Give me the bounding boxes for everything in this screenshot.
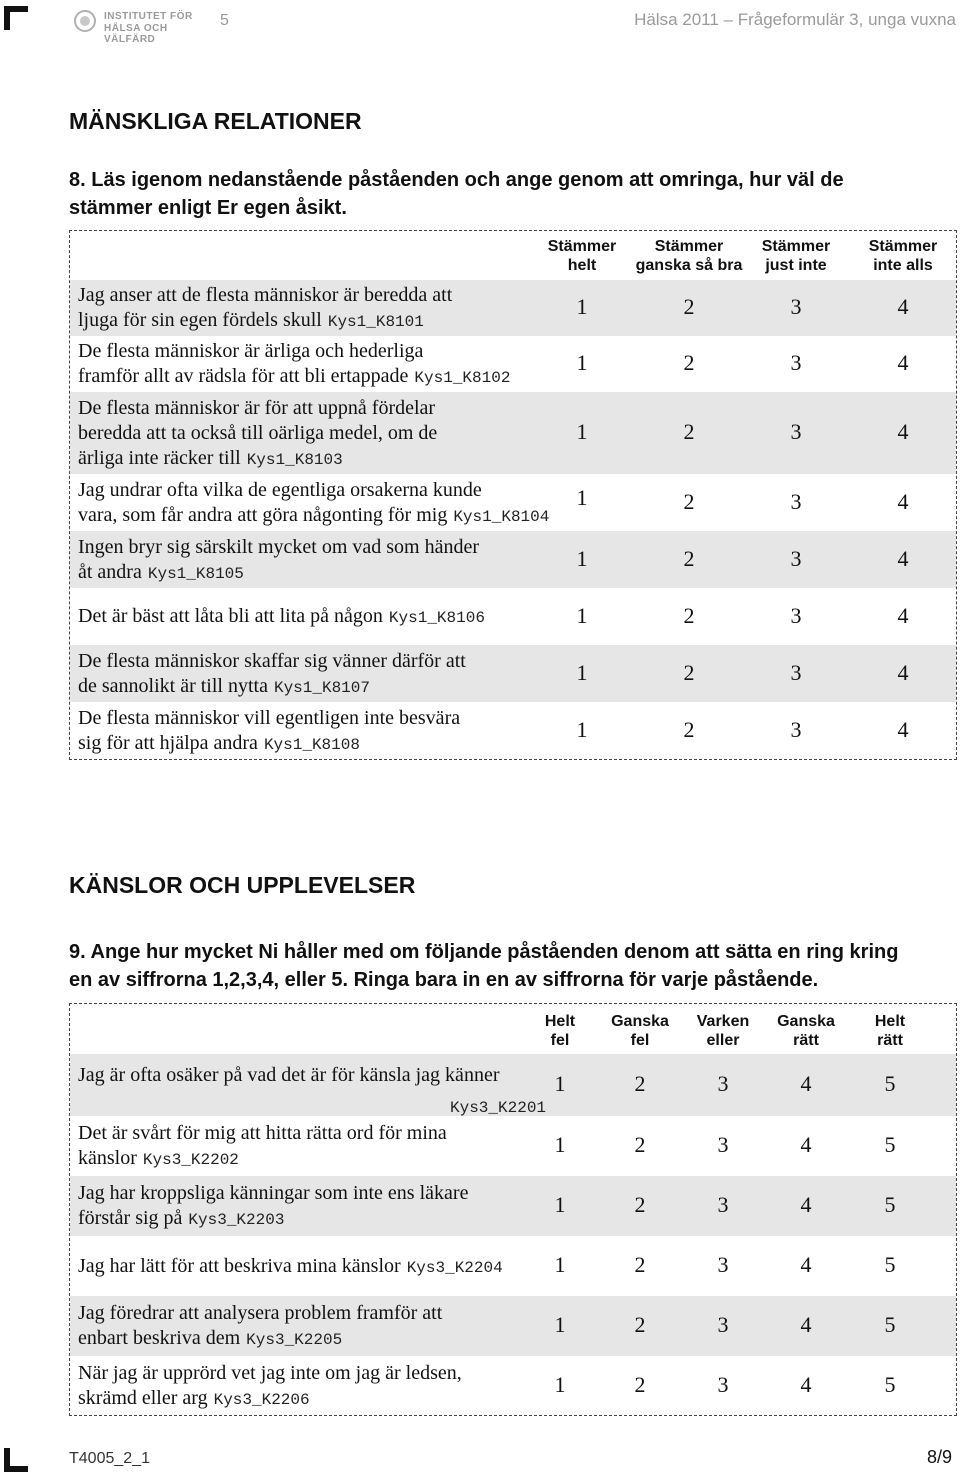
statement-line: framför allt av rädsla för att bli ertappade	[78, 365, 409, 387]
column-header	[761, 1012, 851, 1050]
statement-text	[78, 604, 485, 631]
statement-text	[78, 339, 510, 391]
statement-row	[70, 1356, 956, 1416]
answer-option-2[interactable]: 2	[683, 350, 695, 375]
answer-option-5[interactable]: 5	[884, 1252, 896, 1277]
answer-option-5[interactable]: 5	[884, 1071, 896, 1096]
statement-line: Jag är ofta osäker på vad det är för känsla jag känner	[78, 1064, 500, 1086]
answer-option-4[interactable]: 4	[897, 717, 909, 742]
column-header	[678, 1012, 768, 1050]
statement-row	[70, 1296, 956, 1356]
column-header	[845, 1012, 935, 1050]
statement-line: Jag undrar ofta vilka de egentliga orsakerna kunde	[78, 479, 482, 501]
section-title: KÄNSLOR OCH UPPLEVELSER	[69, 872, 416, 898]
column-header	[595, 1012, 685, 1050]
answer-option-4[interactable]: 4	[897, 350, 909, 375]
answer-option-2[interactable]: 2	[683, 717, 695, 742]
answer-option-4[interactable]: 4	[897, 603, 909, 628]
statement-text	[78, 535, 479, 587]
statement-line: Det är svårt för mig att hitta rätta ord för mina	[78, 1122, 447, 1144]
statement-line: Det är bäst att låta bli att lita på någon	[78, 605, 383, 627]
statement-line: enbart beskriva dem	[78, 1327, 241, 1349]
statement-text	[78, 1063, 499, 1088]
statement-text	[78, 1361, 462, 1413]
answer-option-3[interactable]: 3	[717, 1252, 729, 1277]
answer-option-3[interactable]: 3	[790, 294, 802, 319]
answer-option-4[interactable]: 4	[800, 1132, 812, 1157]
answer-option-5[interactable]: 5	[884, 1372, 896, 1397]
statement-text	[78, 1301, 442, 1353]
answer-option-4[interactable]: 4	[800, 1372, 812, 1397]
answer-option-2[interactable]: 2	[683, 294, 695, 319]
column-header-line1: Varken	[696, 1013, 750, 1030]
answer-option-1[interactable]: 1	[554, 1132, 566, 1157]
question-table-8	[69, 230, 957, 760]
variable-code: Kys1_K8103	[246, 451, 343, 469]
question-8	[69, 166, 957, 222]
logo-text-line2: HÄLSA OCH VÄLFÄRD	[104, 23, 168, 45]
column-header-line2: fel	[630, 1032, 650, 1049]
answer-option-1[interactable]: 1	[554, 1312, 566, 1337]
answer-option-4[interactable]: 4	[800, 1312, 812, 1337]
column-header-line1: Helt	[874, 1013, 906, 1030]
statement-line: ljuga för sin egen fördels skull	[78, 309, 322, 331]
column-header-line1: Stämmer	[654, 238, 724, 255]
answer-option-2[interactable]: 2	[683, 489, 695, 514]
answer-option-2[interactable]: 2	[634, 1312, 646, 1337]
statement-row	[70, 1176, 956, 1236]
answer-option-2[interactable]: 2	[683, 660, 695, 685]
answer-option-2[interactable]: 2	[634, 1372, 646, 1397]
answer-option-4[interactable]: 4	[800, 1192, 812, 1217]
statement-line: När jag är upprörd vet jag inte om jag är ledsen,	[78, 1362, 462, 1384]
answer-option-4[interactable]: 4	[897, 660, 909, 685]
answer-option-2[interactable]: 2	[683, 419, 695, 444]
answer-option-1[interactable]: 1	[554, 1071, 566, 1096]
statement-line: Ingen bryr sig särskilt mycket om vad som händer	[78, 536, 480, 558]
answer-option-2[interactable]: 2	[634, 1132, 646, 1157]
answer-option-3[interactable]: 3	[790, 717, 802, 742]
column-header-line2: rätt	[877, 1032, 903, 1049]
column-header-line1: Ganska	[777, 1013, 835, 1030]
variable-code: Kys1_K8108	[263, 736, 360, 754]
answer-option-3[interactable]: 3	[717, 1071, 729, 1096]
variable-code: Kys3_K2204	[406, 1259, 503, 1277]
section-title: MÄNSKLIGA RELATIONER	[69, 108, 362, 134]
variable-code: Kys1_K8105	[147, 565, 244, 583]
answer-option-1[interactable]: 1	[576, 485, 588, 510]
question-text-line2: stämmer enligt Er egen åsikt.	[69, 197, 347, 219]
statement-row	[70, 588, 956, 645]
answer-option-5[interactable]: 5	[884, 1312, 896, 1337]
answer-option-4[interactable]: 4	[897, 419, 909, 444]
answer-option-1[interactable]: 1	[576, 603, 588, 628]
statement-line: De flesta människor skaffar sig vänner därför att	[78, 650, 466, 672]
statement-line: sig för att hjälpa andra	[78, 732, 258, 754]
answer-option-3[interactable]: 3	[717, 1132, 729, 1157]
page-number: 8/9	[926, 1447, 952, 1467]
column-header-line2: inte alls	[873, 257, 933, 274]
variable-code: Kys1_K8102	[414, 369, 511, 387]
answer-option-3[interactable]: 3	[790, 660, 802, 685]
variable-code: Kys3_K2202	[142, 1151, 239, 1169]
answer-option-2[interactable]: 2	[634, 1192, 646, 1217]
statement-line: förstår sig på	[78, 1207, 183, 1229]
variable-code: Kys3_K2206	[213, 1391, 310, 1409]
statement-text	[78, 1254, 503, 1281]
answer-option-1[interactable]: 1	[576, 419, 588, 444]
variable-code: Kys1_K8106	[388, 609, 485, 627]
column-header-line1: Stämmer	[868, 238, 938, 255]
statement-row	[70, 392, 956, 474]
column-header-line2: eller	[706, 1032, 740, 1049]
column-header-line2: ganska så bra	[635, 257, 743, 274]
question-text-line1: 8. Läs igenom nedanstående påståenden och ange genom att omringa, hur väl de	[69, 169, 844, 191]
answer-option-4[interactable]: 4	[800, 1252, 812, 1277]
crop-mark-top-left	[4, 6, 28, 30]
statement-line: åt andra	[78, 561, 142, 583]
variable-code: Kys1_K8107	[273, 679, 370, 697]
statement-text	[78, 283, 452, 335]
statement-row	[70, 474, 956, 531]
variable-code: Kys1_K8104	[453, 508, 550, 526]
question-text-line1: 9. Ange hur mycket Ni håller med om följande påståenden denom att sätta en ring kring	[69, 941, 899, 963]
column-header-line1: Stämmer	[761, 238, 831, 255]
statement-text	[78, 649, 466, 701]
answer-option-3[interactable]: 3	[790, 603, 802, 628]
answer-option-3[interactable]: 3	[790, 419, 802, 444]
institute-logo	[74, 8, 214, 45]
logo-text-line1: INSTITUTET FÖR	[104, 11, 193, 22]
answer-option-3[interactable]: 3	[717, 1312, 729, 1337]
column-header-line1: Helt	[544, 1013, 576, 1030]
answer-option-2[interactable]: 2	[634, 1252, 646, 1277]
answer-option-5[interactable]: 5	[884, 1192, 896, 1217]
column-header-line1: Stämmer	[547, 238, 617, 255]
header-title: Hälsa 2011 – Frågeformulär 3, unga vuxna	[634, 10, 956, 29]
answer-option-1[interactable]: 1	[554, 1252, 566, 1277]
statement-line: beredda att ta också till oärliga medel, om de	[78, 422, 438, 444]
question-9	[69, 938, 957, 994]
column-header-line2: rätt	[793, 1032, 819, 1049]
statement-line: vara, som får andra att göra någonting för mig	[78, 504, 448, 526]
answer-option-3[interactable]: 3	[790, 350, 802, 375]
statement-line: ärliga inte räcker till	[78, 447, 241, 469]
statement-line: Jag har kroppsliga känningar som inte ens läkare	[78, 1182, 469, 1204]
header-page-number: 5	[220, 12, 229, 29]
logo-emblem-icon	[74, 10, 96, 32]
answer-option-4[interactable]: 4	[897, 489, 909, 514]
variable-code: Kys1_K8101	[327, 313, 424, 331]
statement-row	[70, 1116, 956, 1176]
statement-line: Jag har lätt för att beskriva mina känslor	[78, 1255, 401, 1277]
column-header-line2: fel	[550, 1032, 570, 1049]
statement-row	[70, 702, 956, 759]
statement-line: Jag anser att de flesta människor är beredda att	[78, 284, 453, 306]
column-header	[515, 1012, 605, 1050]
column-header-line2: helt	[567, 257, 597, 274]
answer-option-1[interactable]: 1	[576, 546, 588, 571]
answer-option-1[interactable]: 1	[576, 660, 588, 685]
answer-option-4[interactable]: 4	[897, 294, 909, 319]
answer-option-1[interactable]: 1	[576, 717, 588, 742]
variable-code: Kys3_K2203	[188, 1211, 285, 1229]
answer-option-4[interactable]: 4	[800, 1071, 812, 1096]
statement-line: De flesta människor vill egentligen inte besvära	[78, 707, 461, 729]
answer-option-1[interactable]: 1	[576, 350, 588, 375]
answer-option-2[interactable]: 2	[634, 1071, 646, 1096]
answer-option-3[interactable]: 3	[790, 546, 802, 571]
statement-line: de sannolikt är till nytta	[78, 675, 268, 697]
statement-row	[70, 645, 956, 702]
statement-row	[70, 336, 956, 392]
statement-line: De flesta människor är för att uppnå fördelar	[78, 397, 436, 419]
variable-code: Kys3_K2201	[450, 1099, 547, 1117]
crop-mark-bottom-left	[4, 1448, 28, 1472]
statement-text	[78, 706, 460, 758]
statement-line: De flesta människor är ärliga och hederliga	[78, 340, 424, 362]
statement-row	[70, 531, 956, 588]
answer-option-1[interactable]: 1	[554, 1192, 566, 1217]
answer-option-5[interactable]: 5	[884, 1132, 896, 1157]
answer-option-3[interactable]: 3	[717, 1372, 729, 1397]
variable-code: Kys3_K2205	[246, 1331, 343, 1349]
statement-row	[70, 280, 956, 336]
statement-text	[78, 478, 549, 530]
column-header-line2: just inte	[765, 257, 827, 274]
question-table-9	[69, 1003, 957, 1416]
answer-option-1[interactable]: 1	[554, 1372, 566, 1397]
question-text-line2: en av siffrorna 1,2,3,4, eller 5. Ringa bara in en av siffrorna för varje påstående.	[69, 969, 819, 991]
statement-text	[78, 1121, 447, 1173]
answer-option-2[interactable]: 2	[683, 603, 695, 628]
answer-option-3[interactable]: 3	[717, 1192, 729, 1217]
answer-option-4[interactable]: 4	[897, 546, 909, 571]
statement-row	[70, 1054, 956, 1116]
answer-option-1[interactable]: 1	[576, 294, 588, 319]
form-code: T4005_2_1	[69, 1450, 150, 1467]
statement-row	[70, 1236, 956, 1296]
statement-text	[78, 396, 437, 473]
statement-text	[78, 1181, 468, 1233]
statement-line: skrämd eller arg	[78, 1387, 208, 1409]
answer-option-2[interactable]: 2	[683, 546, 695, 571]
column-header	[838, 237, 960, 275]
answer-option-3[interactable]: 3	[790, 489, 802, 514]
statement-line: Jag föredrar att analysera problem framför att	[78, 1302, 443, 1324]
column-header-line1: Ganska	[611, 1013, 669, 1030]
statement-line: känslor	[78, 1147, 137, 1169]
